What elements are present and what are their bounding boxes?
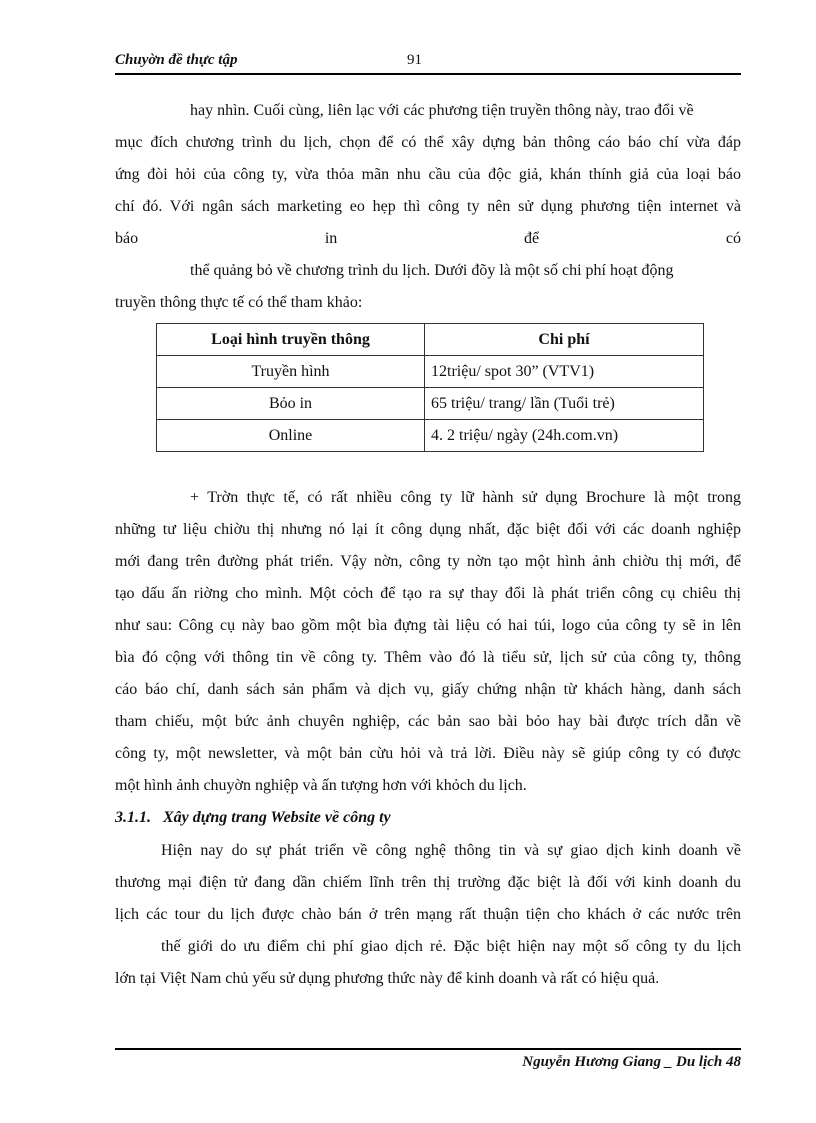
text-line: chí đó. Với ngân sách marketing eo hẹp thì công ty nên sử dụng phương tiện internet và: [115, 198, 741, 215]
column-header-media-type: Loại hình truyền thông: [157, 324, 425, 356]
paragraph-website: [115, 835, 741, 995]
text-line: như sau: Công cụ này bao gồm một bìa đựng tài liệu có hai túi, logo của công ty sẽ in lên: [115, 617, 741, 634]
text-line: tạo dấu ấn riờng cho mình. Một cỏch để tạo ra sự thay đổi là phát triển công cụ chiêu thị: [115, 585, 741, 602]
text-line: thể quảng bỏ về chương trình du lịch. Dưới đõy là một số chi phí hoạt động: [190, 262, 674, 279]
paragraph-brochure: [115, 482, 741, 802]
paragraph-media-communication: [115, 95, 741, 319]
cell-media-type: Bỏo in: [157, 388, 425, 420]
media-cost-table: [156, 323, 704, 452]
cell-cost: 4. 2 triệu/ ngày (24h.com.vn): [425, 420, 704, 452]
cell-media-type: Truyền hình: [157, 356, 425, 388]
spread-word: báo: [115, 230, 139, 247]
cell-cost: 65 triệu/ trang/ lần (Tuổi trẻ): [425, 388, 704, 420]
section-heading: [115, 802, 741, 834]
spread-word: có: [725, 230, 741, 247]
column-header-cost: Chi phí: [425, 324, 704, 356]
text-line: + Trờn thực tế, có rất nhiều công ty lữ hành sử dụng Brochure là một trong: [190, 489, 741, 506]
header-title: Chuyờn đề thực tập: [115, 52, 238, 68]
spread-word: để: [524, 230, 540, 247]
section-number: 3.1.1.: [115, 809, 151, 826]
text-line: ứng đòi hỏi của công ty, vừa thỏa mãn nhu cầu của độc giả, khán thính giả của loại báo: [115, 166, 741, 183]
footer-author: Nguyễn Hương Giang _ Du lịch 48: [522, 1054, 741, 1070]
text-line: bìa đó cộng với thông tin về công ty. Thêm vào đó là tiểu sử, lịch sử của công ty, thông: [115, 649, 741, 666]
text-line: tham chiếu, một bức ảnh chuyên nghiệp, các bản sao bài bỏo hay bài được trích dẫn về: [115, 713, 741, 730]
spread-word: in: [324, 230, 338, 247]
text-line: công ty, một newsletter, và một bản cừu hỏi và trả lời. Điều này sẽ giúp công ty có được: [115, 745, 741, 762]
cell-media-type: Online: [157, 420, 425, 452]
spread-line: [115, 223, 741, 255]
text-line: cáo báo chí, danh sách sản phẩm và dịch vụ, giấy chứng nhận từ khách hàng, danh sách: [115, 681, 741, 698]
text-line: mới đang trên đường phát triển. Vậy nờn, công ty nờn tạo một hình ảnh chiờu thị mới, để: [115, 553, 741, 570]
text-line: Hiện nay do sự phát triển về công nghệ thông tin và sự giao dịch kinh doanh về: [161, 842, 741, 859]
text-line: truyền thông thực tế có thể tham khảo:: [115, 294, 363, 311]
text-line: lớn tại Việt Nam chủ yếu sử dụng phương thức này để kinh doanh và rất có hiệu quả.: [115, 970, 660, 987]
table-header-row: [157, 324, 704, 356]
text-line: một hình ảnh chuyờn nghiệp và ấn tượng hơn với khỏch du lịch.: [115, 777, 527, 794]
text-line: lịch các tour du lịch được chào bán ở trên mạng rất thuận tiện cho khách ở các nước trên: [115, 906, 741, 923]
text-line: mục đích chương trình du lịch, chọn để có thể xây dựng bản thông cáo báo chí vừa đáp: [115, 134, 741, 151]
page-number: 91: [407, 52, 422, 68]
footer-rule: [115, 1048, 741, 1050]
text-line: thương mại điện tử đang dần chiếm lĩnh trên thị trường đặc biệt là đối với kinh doanh du: [115, 874, 741, 891]
table-row: [157, 356, 704, 388]
text-line: thế giới do ưu điểm chi phí giao dịch rẻ. Đặc biệt hiện nay một số công ty du lịch: [161, 938, 741, 955]
text-line: những tư liệu chiờu thị nhưng nó lại ít công dụng nhất, đặc biệt đối với các doanh nghiệp: [115, 521, 741, 538]
table-row: [157, 420, 704, 452]
cell-cost: 12triệu/ spot 30” (VTV1): [425, 356, 704, 388]
section-title: Xây dựng trang Website về công ty: [163, 809, 391, 826]
text-line: hay nhìn. Cuối cùng, liên lạc với các phương tiện truyền thông này, trao đổi về: [190, 102, 694, 119]
page-header: [115, 52, 741, 72]
header-rule: [115, 73, 741, 75]
table-row: [157, 388, 704, 420]
